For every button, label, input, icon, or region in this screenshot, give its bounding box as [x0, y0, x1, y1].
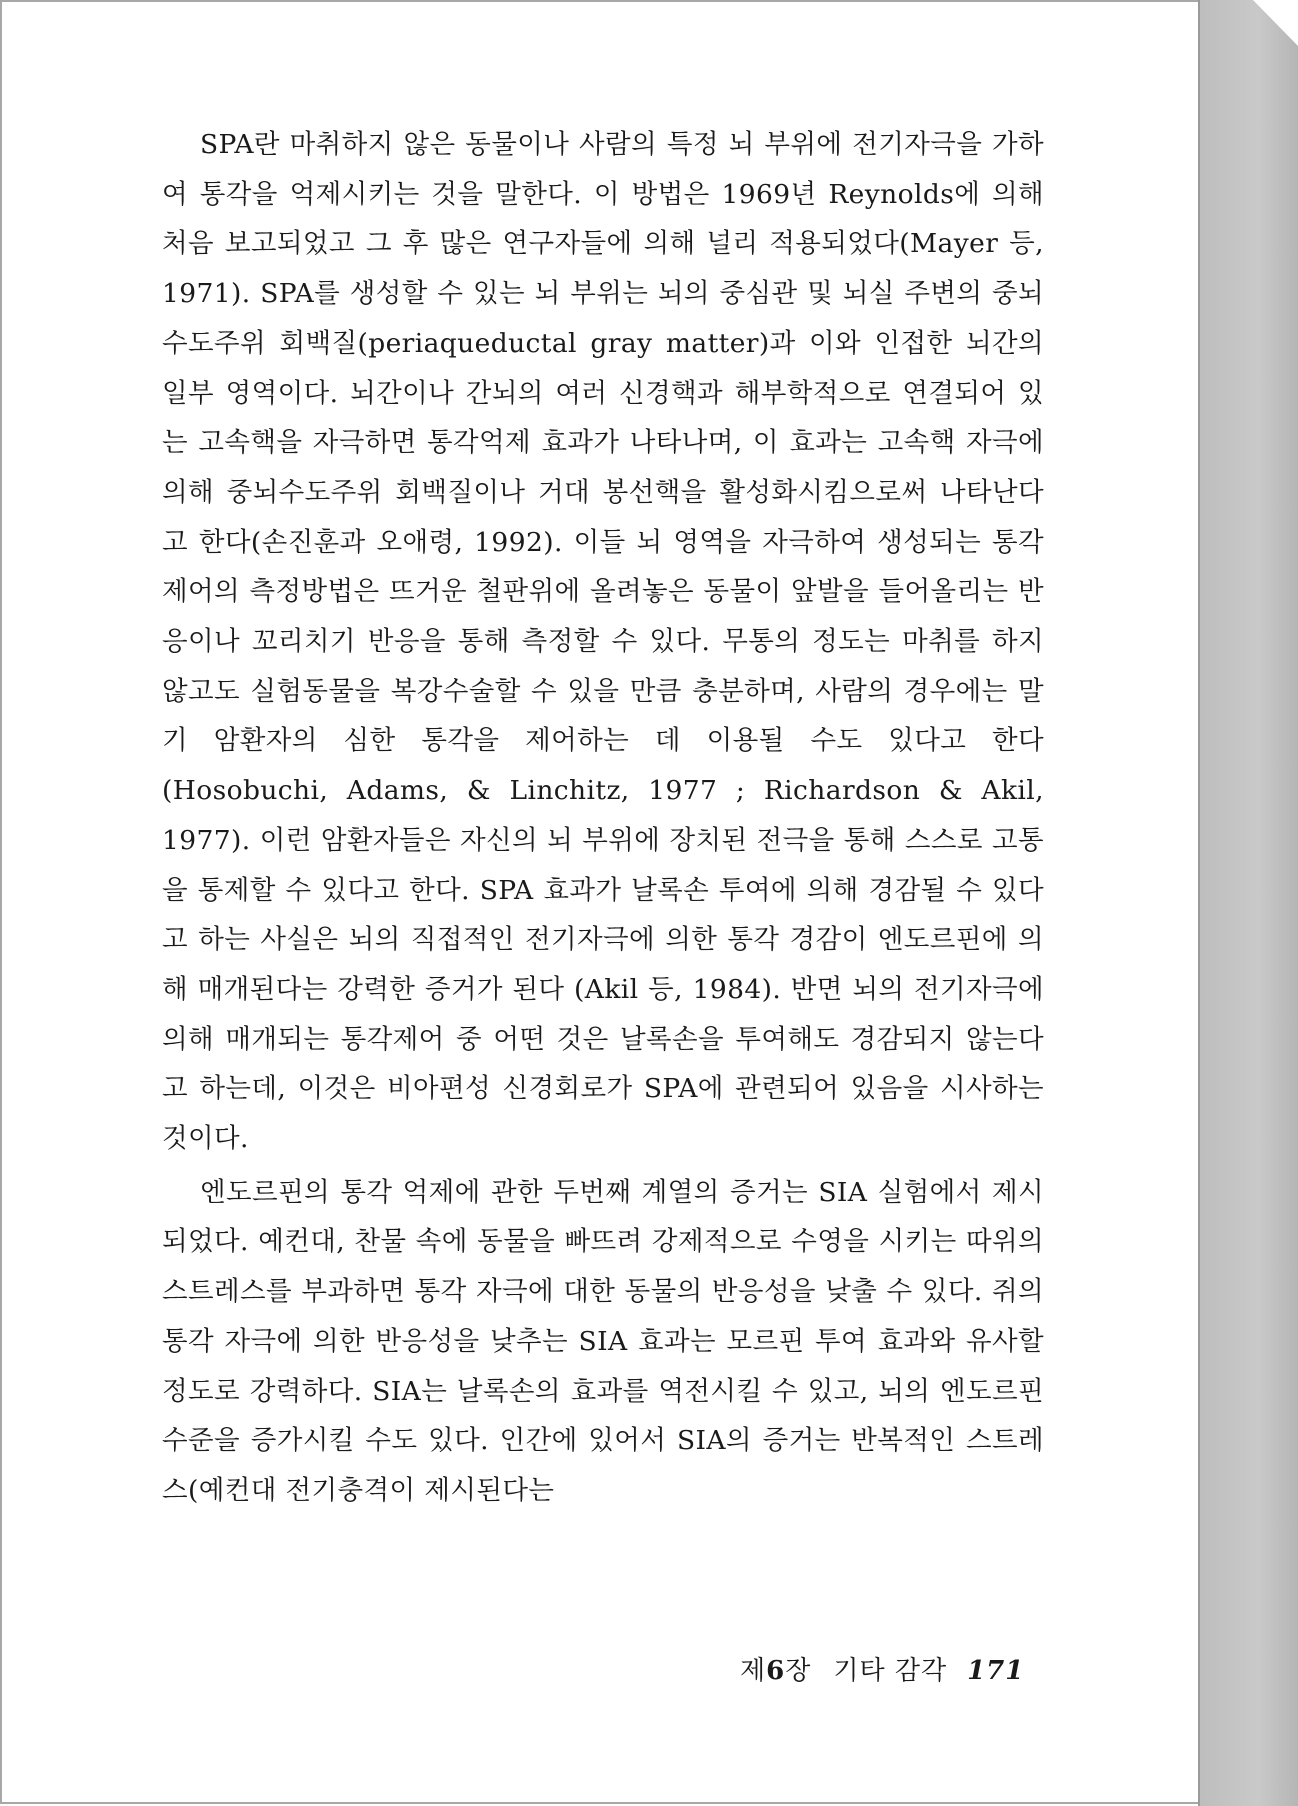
page-stack-edge [1198, 0, 1298, 1806]
chapter-prefix: 제 [740, 1656, 767, 1686]
running-footer [740, 1650, 1024, 1687]
chapter-label [740, 1656, 811, 1686]
chapter-title: 기타 감각 [833, 1656, 948, 1686]
page-stack-divider [1198, 0, 1200, 1806]
chapter-number: 6 [766, 1656, 786, 1686]
chapter-suffix: 장 [785, 1656, 812, 1686]
paragraph-sia: 엔도르핀의 통각 억제에 관한 두번째 계열의 증거는 SIA 실험에서 제시되었다. 예컨대, 찬물 속에 동물을 빠뜨려 강제적으로 수영을 시키는 따위의 스트레스를 부과하면 통각 자극에 대한 동물의 반응성을 낮출 수 있다. 쥐의 통각 자극에 의한 반응성을 낮추는 SIA 효과는 모르핀 투여 효과와 유사할 정도로 강력하다. SIA는 날록손의 효과를 역전시킬 수 있고, 뇌의 엔도르핀 수준을 증가시킬 수도 있다. 인간에 있어서 SIA의 증거는 반복적인 스트레스(예컨대 전기충격이 제시된다는 [162, 1176, 1044, 1506]
page-number: 171 [967, 1656, 1025, 1686]
paragraph-spa: SPA란 마취하지 않은 동물이나 사람의 특정 뇌 부위에 전기자극을 가하여 통각을 억제시키는 것을 말한다. 이 방법은 1969년 Reynolds에 의해 처음 보고되었고 그 후 많은 연구자들에 의해 널리 적용되었다(Mayer 등, 1971). SPA를 생성할 수 있는 뇌 부위는 뇌의 중심관 및 뇌실 주변의 중뇌수도주위 회백질(periaqueductal gray matter)과 이와 인접한 뇌간의 일부 영역이다. 뇌간이나 간뇌의 여러 신경핵과 해부학적으로 연결되어 있는 고속핵을 자극하면 통각억제 효과가 나타나며, 이 효과는 고속핵 자극에 의해 중뇌수도주위 회백질이나 거대 봉선핵을 활성화시킴으로써 나타난다고 한다(손진훈과 오애령, 1992). 이들 뇌 영역을 자극하여 생성되는 통각제어의 측정방법은 뜨거운 철판위에 올려놓은 동물이 앞발을 들어올리는 반응이나 꼬리치기 반응을 통해 측정할 수 있다. 무통의 정도는 마취를 하지 않고도 실험동물을 복강수술할 수 있을 만큼 충분하며, 사람의 경우에는 말기 암환자의 심한 통각을 제어하는 데 이용될 수도 있다고 한다(Hosobuchi, Adams, & Linchitz, 1977 ; Richardson & Akil, 1977). 이런 암환자들은 자신의 뇌 부위에 장치된 전극을 통해 스스로 고통을 통제할 수 있다고 한다. SPA 효과가 날록손 투여에 의해 경감될 수 있다고 하는 사실은 뇌의 직접적인 전기자극에 의한 통각 경감이 엔도르핀에 의해 매개된다는 강력한 증거가 된다 (Akil 등, 1984). 반면 뇌의 전기자극에 의해 매개되는 통각제어 중 어떤 것은 날록손을 투여해도 경감되지 않는다고 하는데, 이것은 비아편성 신경회로가 SPA에 관련되어 있음을 시사하는 것이다. [162, 129, 1044, 1155]
body-text [162, 120, 1044, 1516]
